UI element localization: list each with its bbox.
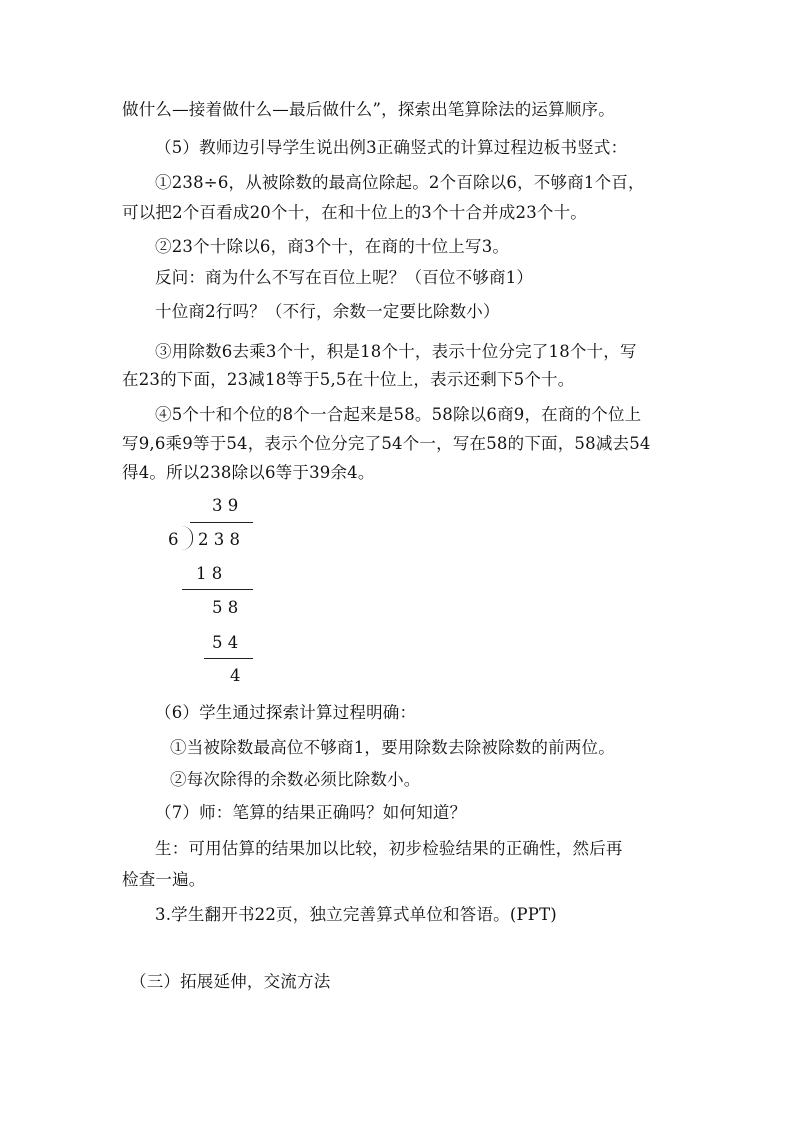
text-line: （6）学生通过探索计算过程明确： xyxy=(155,703,417,722)
text-line: （5）教师边引导学生说出例3正确竖式的计算过程边板书竖式： xyxy=(155,138,628,157)
text-line: 做什么—接着做什么—最后做什么”，探索出笔算除法的运算顺序。 xyxy=(122,100,615,119)
division-step: 5 4 xyxy=(212,633,239,652)
division-remainder: 4 xyxy=(230,666,241,685)
text-line: ①当被除数最高位不够商1，要用除数去除被除数的前两位。 xyxy=(170,738,615,757)
text-line: 生：可用估算的结果加以比较，初步检验结果的正确性，然后再 xyxy=(155,839,623,858)
text-line: 十位商2行吗？（不行，余数一定要比除数小） xyxy=(155,302,500,321)
text-line: ②每次除得的余数必须比除数小。 xyxy=(170,770,421,789)
text-line: ④5个十和个位的8个一合起来是58。58除以6商9，在商的个位上 xyxy=(155,405,642,424)
division-line xyxy=(204,658,253,659)
text-line: 反问：商为什么不写在百位上呢？（百位不够商1） xyxy=(155,268,534,287)
text-line: （7）师：笔算的结果正确吗？如何知道？ xyxy=(155,803,467,822)
text-line: ③用除数6去乘3个十，积是18个十，表示十位分完了18个十，写 xyxy=(155,342,637,361)
division-bracket xyxy=(182,526,193,550)
division-divisor: 6 xyxy=(168,530,179,549)
text-line: 检查一遍。 xyxy=(122,870,206,889)
section-heading: （三）拓展延伸，交流方法 xyxy=(130,972,331,991)
text-line: 可以把2个百看成20个十，在和十位上的3个十合并成23个十。 xyxy=(122,203,587,222)
text-line: 在23的下面，23减18等于5,5在十位上，表示还剩下5个十。 xyxy=(122,370,575,389)
text-line: ②23个十除以6，商3个十，在商的十位上写3。 xyxy=(155,237,510,256)
text-line: 3.学生翻开书22页，独立完善算式单位和答语。(PPT) xyxy=(155,905,557,924)
division-step: 5 8 xyxy=(212,598,239,617)
division-bar xyxy=(190,522,253,523)
division-quotient: 3 9 xyxy=(212,496,239,515)
text-line: 写9,6乘9等于54，表示个位分完了54个一，写在58的下面，58减去54 xyxy=(122,434,651,453)
division-line xyxy=(182,589,253,590)
division-step: 1 8 xyxy=(196,564,223,583)
division-dividend: 2 3 8 xyxy=(198,530,240,549)
text-line: ①238÷6，从被除数的最高位除起。2个百除以6，不够商1个百， xyxy=(155,173,645,192)
text-line: 得4。所以238除以6等于39余4。 xyxy=(122,463,375,482)
